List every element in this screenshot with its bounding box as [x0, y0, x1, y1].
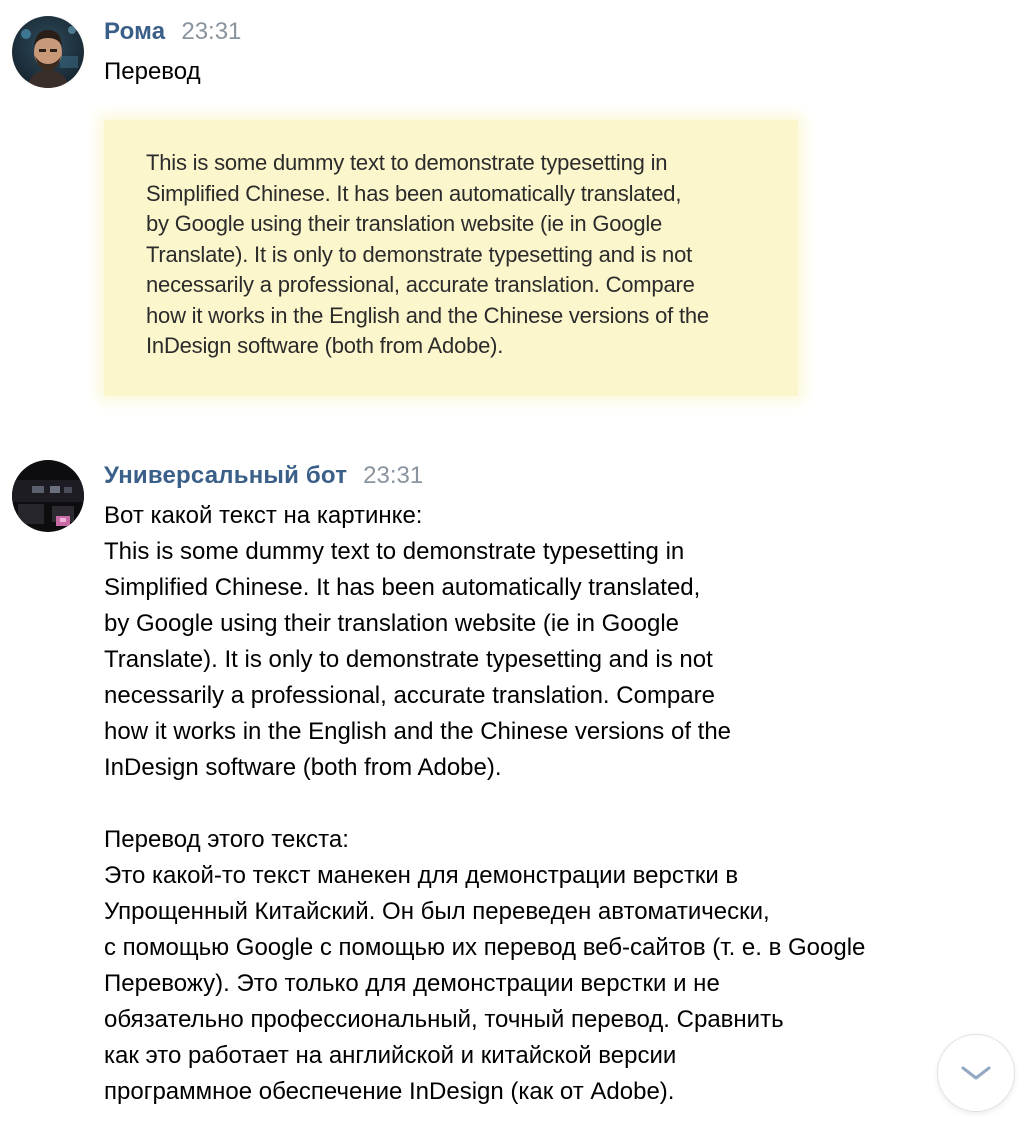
message-text	[104, 498, 1004, 1110]
message-line: Это какой-то текст манекен для демонстрации верстки в	[104, 862, 739, 889]
attachment-text-line: by Google using their translation website (ie in Google	[146, 211, 663, 236]
avatar-bot[interactable]	[12, 460, 84, 532]
message-line: Simplified Chinese. It has been automatically translated,	[104, 574, 701, 601]
scroll-to-bottom-button[interactable]	[937, 1034, 1015, 1112]
message-header	[104, 462, 1004, 498]
author-name[interactable]: Универсальный бот	[104, 462, 348, 489]
message-header	[104, 18, 1004, 54]
attachment-text-line: This is some dummy text to demonstrate typesetting in	[146, 150, 668, 175]
attachment-text-line: Translate). It is only to demonstrate typesetting and is not	[146, 241, 693, 267]
message-body	[104, 462, 1004, 1110]
message-time: 23:31	[363, 462, 424, 489]
message-line: by Google using their translation website (ie in Google	[104, 610, 679, 637]
message-line: necessarily a professional, accurate translation. Compare	[104, 682, 715, 709]
image-attachment[interactable]	[104, 120, 798, 396]
attachment-text-line: InDesign software (both from Adobe).	[146, 333, 504, 358]
message-line: обязательно профессиональный, точный перевод. Сравнить	[104, 1006, 784, 1033]
message-line: Translate). It is only to demonstrate typesetting and is not	[104, 646, 713, 673]
message-line: программное обеспечение InDesign (как от Adobe).	[104, 1078, 675, 1105]
message-text	[104, 54, 1004, 90]
avatar-bot-image	[12, 460, 84, 532]
attachment-text-line: how it works in the English and the Chinese versions of the	[146, 302, 709, 328]
message-line: с помощью Google с помощью их перевод веб-сайтов (т. е. в Google	[104, 934, 866, 961]
message-line: Перевожу). Это только для демонстрации верстки и не	[104, 970, 720, 997]
message-roma	[0, 0, 1024, 410]
author-name[interactable]: Рома	[104, 18, 166, 45]
message-line	[104, 786, 1004, 822]
message-bot	[0, 410, 1024, 1128]
message-line: Вот какой текст на картинке:	[104, 502, 423, 529]
chevron-down-icon	[959, 1063, 993, 1083]
message-line: Перевод	[104, 58, 201, 85]
message-line: InDesign software (both from Adobe).	[104, 754, 502, 781]
message-line: how it works in the English and the Chinese versions of the	[104, 718, 732, 745]
attachment-text-line: necessarily a professional, accurate translation. Compare	[146, 272, 695, 297]
message-time: 23:31	[181, 18, 242, 45]
attachment-text-line: Simplified Chinese. It has been automatically translated,	[146, 180, 682, 206]
avatar-roma[interactable]	[12, 16, 84, 88]
message-line: Упрощенный Китайский. Он был переведен автоматически,	[104, 898, 770, 925]
message-line: как это работает на английской и китайской версии	[104, 1042, 677, 1069]
message-line: Перевод этого текста:	[104, 826, 349, 853]
message-line: This is some dummy text to demonstrate typesetting in	[104, 538, 685, 565]
message-body	[104, 18, 1004, 90]
avatar-roma-image	[12, 16, 84, 88]
